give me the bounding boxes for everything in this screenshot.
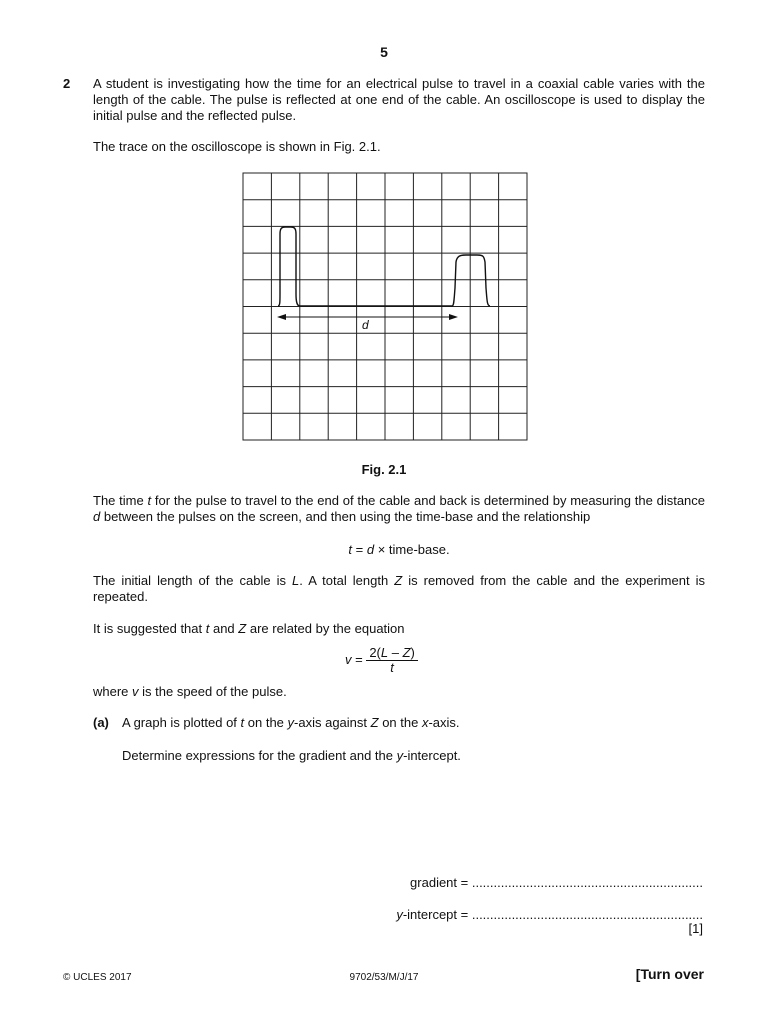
distance-label-d: d [362,318,369,332]
relation-equation: t = d × time-base. [348,542,450,557]
footer-copyright: © UCLES 2017 [63,972,132,983]
intercept-label: -intercept = [402,907,472,922]
figure-caption: Fig. 2.1 [361,462,407,477]
trace-sentence: The trace on the oscilloscope is shown in Fig. 2.1. [93,139,381,154]
para-time: The time t for the pulse to travel to the end of the cable and back is determined by measuring the distance d between the pulses on the screen, and then using the time-base and the relationship [93,493,706,524]
footer-paper-code: 9702/53/M/J/17 [349,972,419,983]
marks-label: [1] [688,921,703,936]
part-a-line2: Determine expressions for the gradient and the y-intercept. [122,748,461,763]
intercept-answer-line[interactable]: y-intercept = ................................................................ [396,907,703,922]
para-suggest: It is suggested that t and Z are related by the equation [93,621,405,636]
question-number: 2 [63,76,71,91]
gradient-label: gradient = [410,875,472,890]
speed-equation: v = $\frac{2(L - Z)}{t}$ [345,646,418,675]
gradient-dots: ................................................................ [471,875,703,890]
question-intro: A student is investigating how the time for an electrical pulse to travel in a coaxial cable varies with the length of the cable. The pulse is reflected at one end of the cable. An oscilloscope is used to display the initial pulse and the reflected pulse. [93,76,705,123]
gradient-answer-line[interactable] [300,875,703,891]
part-a-label: (a) [93,715,109,730]
turn-over-label: [Turn over [635,966,704,982]
para-length: The initial length of the cable is L. A total length Z is removed from the cable and the experiment is repeated. [93,573,705,604]
oscilloscope-figure [240,170,530,444]
equation-fraction: $\frac{2(L - Z)}{t}$ [366,646,418,675]
part-a-line1: A graph is plotted of t on the y-axis against Z on the x-axis. [122,715,460,730]
para-where: where v is the speed of the pulse. [93,684,287,699]
page-number: 5 [380,44,388,60]
intercept-dots: ................................................................ [471,907,703,922]
pulse-trace [278,227,490,306]
